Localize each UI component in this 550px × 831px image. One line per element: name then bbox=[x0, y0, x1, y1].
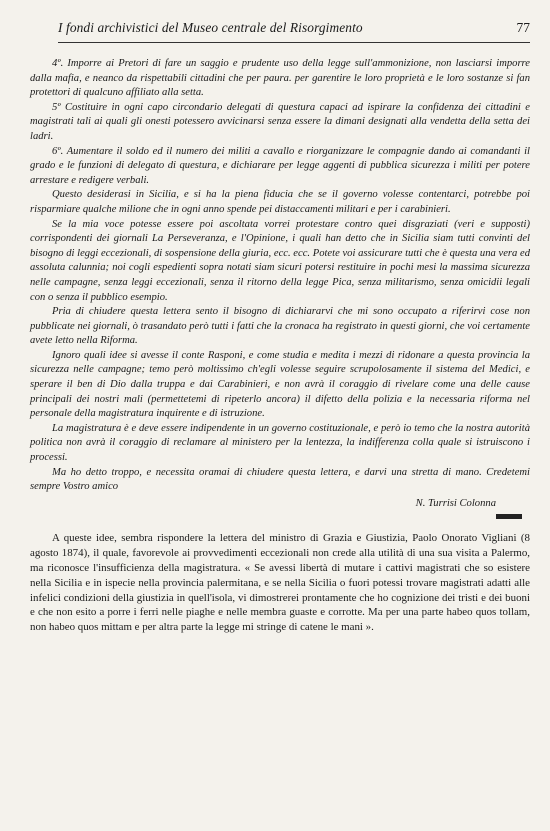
letter-paragraph: Questo desiderasi in Sicilia, e si ha la piena fiducia che se il governo volesse contentarci, potrebbe poi risparmiare qualche milione che in ogni anno spende pei distaccamenti militari e per i carabinieri. bbox=[30, 189, 530, 215]
commentary-paragraph: A queste idee, sembra rispondere la lettera del ministro di Grazia e Giustizia, Paolo Onorato Vigliani (8 agosto 1874), il quale, favorevole ai provvedimenti eccezionali non crede alla utilità di una sua visita a Palermo, ma riconosce l'insufficienza della magistratura. « Se avessi libertà di mutare i cattivi magistrati che so esistere nella Sicilia e in ispecie nella provincia palermitana, e se nella Sicilia o fuori potessi trovare magistrati adatti alle infelici condizioni della giustizia in quell'isola, vi dimostrerei prontamente che ho cognizione dei tristi e dei buoni e che non esito a porre i ferri nelle piaghe e nelle membra guaste e corrotte. Ma per una parte habeo quos tollam, non habeo quos mittam e per altra parte la legge mi stringe di catene le mani ». bbox=[30, 532, 530, 634]
signature: N. Turrisi Colonna bbox=[415, 497, 496, 509]
letter-paragraph: Pria di chiudere questa lettera sento il bisogno di dichiararvi che mi sono occupato a riferirvi cose non pubblicate nei giornali, ò trasandato però tutti i fatti che la cronaca ha registrato in questi giorni, che voi certamente avete letto nella Riforma. bbox=[30, 306, 530, 347]
letter-paragraph: La magistratura è e deve essere indipendente in un governo costituzionale, e però io temo che la nostra autorità politica non avrà il coraggio di reclamare al ministero per la lentezza, la indifferenza colla quale si istruiscono i processi. bbox=[30, 422, 530, 464]
commentary-text bbox=[30, 531, 530, 635]
letter-paragraph: Se la mia voce potesse essere poi ascoltata vorrei protestare contro quei disgraziati (veri e supposti) corrispondenti dei giornali La Perseveranza, e l'Opinione, i quali han detto che in Sicilia siam tutti convinti del bisogno di leggi eccezionali, di sospensione della giuria, ecc. ecc. Potete voi assicurare tutti che è questa una vera ed assoluta calunnia; noi cogli espedienti sopra notati siam sicuri potersi restituire in pochi mesi la massima sicurezza nelle campagne, senza leggi eccezionali, senza il ritorno della legge Pica, senza militarismo, senza omicidii legali con o senza il pubblico esempio. bbox=[30, 218, 530, 303]
letter-paragraph-point-5: 5º Costituire in ogni capo circondario delegati di questura capaci ad ispirare la confidenza dei cittadini e magistrati tali ai quali gli onesti potessero avvicinarsi senza essere la dimani designati alla vendetta della setta dei ladri. bbox=[30, 101, 530, 142]
page-number: 77 bbox=[516, 20, 530, 35]
running-title: I fondi archivistici del Museo centrale del Risorgimento bbox=[58, 20, 363, 35]
letter-closing: Ma ho detto troppo, e necessita oramai di chiudere questa lettera, e darvi una stretta di mano. Credetemi sempre Vostro amico bbox=[30, 466, 530, 493]
page-header bbox=[58, 20, 530, 43]
ink-mark bbox=[496, 514, 522, 519]
letter-paragraph: Ignoro quali idee si avesse il conte Rasponi, e come studia e medita i mezzi di ridonare a questa provincia la sicurezza nelle campagne; temo però moltissimo ch'egli volesse seguire scrupolosamente il sistema del Medici, e sperare il ben di Dio dalla truppa e dai Carabinieri, e non avrà il coraggio di rivelare come una delle cause principali dei nostri mali (permettetemi di ripeterlo ancora) il difetto della polizia e la necessaria riforma nel personale della magistratura inquirente e di istruzione. bbox=[30, 349, 530, 420]
document-page bbox=[30, 20, 530, 635]
letter-text bbox=[30, 57, 530, 519]
letter-paragraph-point-4: 4º. Imporre ai Pretori di fare un saggio e prudente uso della legge sull'ammonizione, non lasciarsi imporre dalla mafia, e neanco da rispettabili cittadini che per paura. per garentire le loro proprietà e le loro sostanze si fan protettori di qualcuno affiliato alla setta. bbox=[30, 58, 530, 99]
letter-paragraph-point-6: 6º. Aumentare il soldo ed il numero dei militi a cavallo e riorganizzare le compagnie dando ai comandanti il grado e le funzioni di delegato di questura, e dichiarare per legge aggenti di pubblica sicurezza i militi per potere arrestare e redigere verbali. bbox=[30, 145, 530, 186]
